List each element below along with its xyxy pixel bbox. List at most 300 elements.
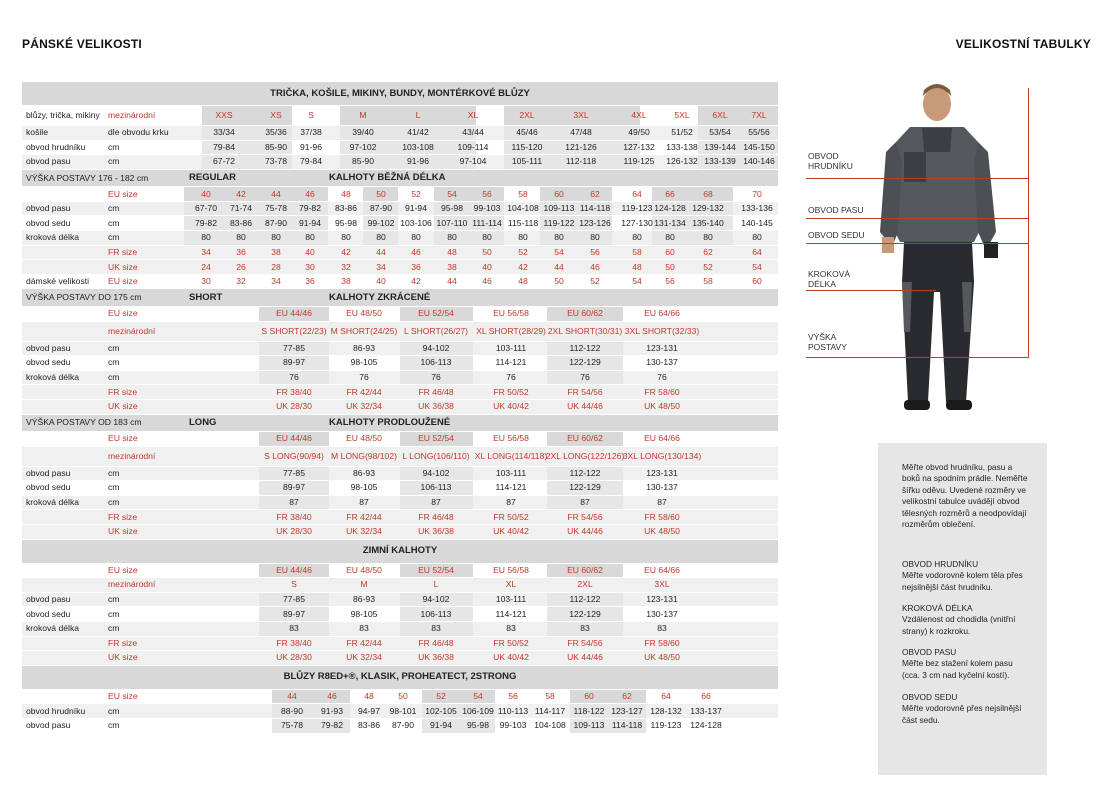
table-cell: FR 54/56	[567, 386, 603, 397]
table-cell: 52	[703, 261, 713, 272]
table-cell: 80	[554, 232, 564, 243]
table-cell: 109-113	[573, 720, 605, 731]
table-cell: EU 52/54	[418, 308, 454, 319]
table-cell: 48	[632, 261, 642, 272]
table-cell: EU 56/58	[493, 433, 529, 444]
row-label: obvod hrudníku	[26, 141, 86, 152]
row-label: dámské velikosti	[26, 276, 90, 287]
row-label: kroková délka	[26, 232, 80, 243]
fit-label: SHORT	[189, 291, 223, 303]
table-row	[22, 593, 778, 608]
table-cell: 109-113	[543, 203, 575, 214]
table-section-title: TRIČKA, KOŠILE, MIKINY, BUNDY, MONTÉRKOVÉ BLŮZY	[270, 87, 530, 99]
row-unit: cm	[108, 623, 120, 634]
table-cell: 46	[327, 691, 337, 701]
table-cell: 75-78	[281, 720, 303, 731]
table-cell: EU 44/46	[276, 308, 312, 319]
table-cell: UK 44/46	[567, 526, 603, 537]
table-row	[22, 704, 778, 719]
section-title: KALHOTY PRODLOUŽENÉ	[329, 416, 451, 428]
table-row	[22, 371, 778, 386]
table-cell: 87-90	[370, 203, 392, 214]
table-cell: UK 36/38	[418, 652, 454, 663]
row-unit: cm	[108, 156, 120, 167]
table-cell: 76	[657, 372, 667, 382]
table-cell: 28	[271, 261, 281, 272]
size-cell: 2XL	[519, 109, 535, 120]
table-cell: 52	[590, 276, 600, 287]
table-cell: EU 52/54	[418, 433, 454, 444]
page-title: PÁNSKÉ VELIKOSTI	[22, 37, 142, 51]
table-cell: 52	[518, 246, 528, 257]
table-cell: 3XL	[654, 579, 670, 590]
table-cell: UK 28/30	[276, 526, 312, 537]
info-inseam: KROKOVÁ DÉLKA Vzdálenost od chodidla (vnitřní strany) k rozkroku.	[902, 603, 1016, 636]
table-cell: 46	[411, 246, 421, 257]
table-cell: 97-102	[349, 141, 377, 152]
table-cell: 112-122	[569, 342, 601, 353]
table-cell: 140-146	[743, 156, 775, 167]
table-cell: 122-129	[569, 608, 601, 619]
table-cell: 79-82	[299, 203, 321, 214]
table-cell: FR 42/44	[346, 637, 382, 648]
row-unit: cm	[108, 203, 120, 214]
table-cell: 123-127	[611, 705, 643, 716]
table-cell: 91-96	[407, 156, 429, 167]
row-unit: UK size	[108, 261, 138, 272]
table-cell: 58	[703, 276, 713, 287]
table-cell: 83	[580, 623, 590, 634]
table-cell: 130-137	[646, 608, 678, 619]
table-cell: 56	[482, 188, 492, 199]
row-label: obvod pasu	[26, 467, 71, 478]
table-cell: 103-108	[402, 141, 434, 152]
eu-row	[22, 690, 778, 705]
table-cell: UK 32/34	[346, 401, 382, 412]
row-unit: UK size	[108, 526, 138, 537]
size-cell: M	[359, 109, 367, 120]
table-cell: 140-145	[741, 217, 773, 228]
table-cell: 50	[665, 261, 675, 272]
table-cell: 127-132	[623, 141, 655, 152]
shirts-intl-row	[22, 106, 778, 126]
table-row	[22, 719, 778, 734]
table-cell: 95-98	[335, 217, 357, 228]
table-cell: L	[433, 579, 439, 590]
table-cell: 115-120	[511, 141, 543, 152]
table-cell: 123-131	[646, 467, 678, 478]
table-cell: 47/48	[570, 127, 592, 138]
table-cell: 34	[376, 261, 386, 272]
table-cell: 80	[482, 232, 492, 243]
table-cell: 114-117	[534, 705, 566, 716]
size-cell: 7XL	[751, 109, 767, 120]
table-cell: FR 38/40	[276, 637, 312, 648]
waist-measure-line	[806, 218, 1028, 219]
table-cell: FR 50/52	[493, 511, 529, 522]
table-cell: 83	[657, 623, 667, 634]
table-cell: 98-105	[350, 608, 378, 619]
table-cell: S LONG (90/94)	[264, 450, 324, 461]
table-cell: 98-105	[350, 357, 378, 368]
info-waist: OBVOD PASU Měřte bez stažení kolem pasu (cca. 3 cm nad kyčelní kostí).	[902, 647, 1013, 680]
table-cell: 99-103	[499, 720, 527, 731]
table-cell: 44	[376, 246, 386, 257]
table-cell: 67-70	[195, 203, 217, 214]
table-cell: 66	[701, 691, 711, 701]
table-cell: 42	[341, 246, 351, 257]
table-cell: 77-85	[283, 467, 305, 478]
table-cell: 32	[236, 276, 246, 287]
table-cell: 44	[554, 261, 564, 272]
table-cell: 44	[447, 276, 457, 287]
row-label: obvod sedu	[26, 608, 71, 619]
table-cell: 60	[554, 188, 564, 199]
table-cell: 40	[305, 246, 315, 257]
row-label: obvod pasu	[26, 342, 71, 353]
table-cell: UK 40/42	[493, 652, 529, 663]
table-cell: 127-130	[621, 217, 653, 228]
row-unit: cm	[108, 232, 120, 243]
table-cell: 62	[622, 691, 632, 701]
table-cell: 114-121	[495, 482, 527, 493]
table-cell: 87	[289, 497, 299, 508]
table-cell: 46	[482, 276, 492, 287]
table-cell: 124-128	[690, 720, 722, 731]
table-cell: EU 52/54	[418, 564, 454, 575]
table-cell: 36	[411, 261, 421, 272]
table-cell: 48	[447, 246, 457, 257]
table-cell: 60	[584, 691, 594, 701]
section-title: KALHOTY ZKRÁCENÉ	[329, 291, 431, 303]
table-cell: 42	[518, 261, 528, 272]
section-title: VELIKOSTNÍ TABULKY	[955, 37, 1091, 51]
label-height: VÝŠKA POSTAVY	[808, 332, 847, 353]
size-cell: XL	[467, 109, 479, 120]
table-cell: 33/34	[213, 127, 235, 138]
table-cell: 87	[359, 497, 369, 508]
table-cell: 54	[554, 246, 564, 257]
row-unit: EU size	[108, 691, 138, 701]
winter-title-row	[22, 540, 778, 564]
table-cell: 83-86	[335, 203, 357, 214]
row-unit: FR size	[108, 386, 138, 397]
table-cell: 107-110	[436, 217, 468, 228]
hip-measure-line	[806, 243, 1028, 244]
table-cell: 68	[703, 188, 713, 199]
table-cell: 49/50	[628, 127, 650, 138]
table-cell: 104-108	[534, 720, 566, 731]
table-cell: 38	[271, 246, 281, 257]
table-cell: 50	[398, 691, 408, 701]
row-label: košile	[26, 127, 48, 138]
table-cell: UK 48/50	[644, 652, 680, 663]
fit-label: REGULAR	[189, 172, 236, 184]
row-label: kroková délka	[26, 497, 80, 508]
row-unit: cm	[108, 497, 120, 508]
table-cell: 80	[271, 232, 281, 243]
label-waist: OBVOD PASU	[808, 205, 864, 215]
info-hip: OBVOD SEDU Měřte vodorovně přes nejsilnější část sedu.	[902, 692, 1022, 725]
height-label: VÝŠKA POSTAVY DO 175 cm	[26, 292, 142, 303]
table-cell: 48	[518, 276, 528, 287]
table-row	[22, 202, 778, 217]
table-cell: 30	[305, 261, 315, 272]
measurement-info-box	[878, 443, 1047, 775]
table-cell: 130-137	[646, 357, 678, 368]
short-eu-row	[22, 307, 778, 322]
table-cell: 66	[665, 188, 675, 199]
table-cell: 89-97	[283, 482, 305, 493]
long-header-row	[22, 415, 778, 433]
label-inseam: KROKOVÁ DÉLKA	[808, 269, 851, 290]
table-cell: 115-118	[507, 217, 539, 228]
table-cell: 44	[271, 188, 281, 199]
table-cell: 55/56	[748, 127, 770, 138]
table-row	[22, 155, 778, 170]
table-cell: 119-123	[621, 203, 653, 214]
table-cell: 53/54	[709, 127, 731, 138]
table-cell: EU 48/50	[346, 433, 382, 444]
table-cell: 89-97	[283, 608, 305, 619]
table-cell: FR 54/56	[567, 511, 603, 522]
table-cell: 87	[580, 497, 590, 508]
table-cell: 122-129	[569, 357, 601, 368]
table-cell: 103-111	[495, 594, 527, 605]
table-row	[22, 260, 778, 275]
table-cell: 42	[236, 188, 246, 199]
table-cell: FR 58/60	[644, 511, 680, 522]
row-unit: UK size	[108, 401, 138, 412]
table-cell: 91-94	[299, 217, 321, 228]
table-cell: 60	[665, 246, 675, 257]
table-cell: 103-111	[495, 342, 527, 353]
table-cell: UK 32/34	[346, 652, 382, 663]
table-cell: 80	[341, 232, 351, 243]
table-cell: 133-139	[704, 156, 736, 167]
table-cell: 91-93	[321, 705, 343, 716]
table-cell: 145-150	[743, 141, 775, 152]
table-row	[22, 651, 778, 666]
table-cell: 62	[590, 188, 600, 199]
table-cell: FR 54/56	[567, 637, 603, 648]
table-cell: 80	[632, 232, 642, 243]
table-cell: 34	[201, 246, 211, 257]
table-cell: 43/44	[462, 127, 484, 138]
table-cell: 87-90	[265, 217, 287, 228]
table-cell: 99-103	[473, 203, 501, 214]
table-cell: 124-128	[654, 203, 686, 214]
section-title: KALHOTY BĚŽNÁ DÉLKA	[329, 172, 446, 184]
row-label: obvod pasu	[26, 720, 71, 731]
table-row	[22, 637, 778, 652]
table-cell: 24	[201, 261, 211, 272]
table-cell: 79-82	[321, 720, 343, 731]
table-cell: 106-113	[420, 357, 452, 368]
height-base-line	[806, 357, 1028, 358]
table-cell: 54	[447, 188, 457, 199]
table-cell: 83	[431, 623, 441, 634]
table-cell: 30	[201, 276, 211, 287]
table-cell: FR 50/52	[493, 637, 529, 648]
table-cell: 83	[289, 623, 299, 634]
table-cell: 35/36	[265, 127, 287, 138]
table-cell: 85-90	[265, 141, 287, 152]
table-cell: 112-122	[569, 594, 601, 605]
table-cell: 46	[590, 261, 600, 272]
table-cell: 77-85	[283, 342, 305, 353]
table-cell: FR 46/48	[418, 637, 454, 648]
table-row	[22, 481, 778, 496]
table-cell: UK 36/38	[418, 526, 454, 537]
table-cell: UK 44/46	[567, 652, 603, 663]
size-cell: L	[415, 109, 421, 120]
table-cell: XL SHORT (28/29)	[476, 325, 546, 336]
table-cell: 2XL LONG (122/126)	[545, 450, 625, 461]
table-cell: 94-102	[422, 594, 450, 605]
table-cell: 80	[305, 232, 315, 243]
table-cell: 135-140	[692, 217, 724, 228]
row-unit: FR size	[108, 637, 138, 648]
table-cell: 102-105	[425, 705, 457, 716]
table-cell: 40	[482, 261, 492, 272]
table-cell: 26	[236, 261, 246, 272]
table-row	[22, 510, 778, 525]
table-cell: FR 42/44	[346, 511, 382, 522]
table-cell: 112-122	[569, 467, 601, 478]
table-cell: 110-113	[497, 705, 529, 716]
table-cell: 79-84	[300, 156, 322, 167]
table-cell: 129-132	[692, 203, 724, 214]
row-unit: EU size	[108, 564, 138, 575]
table-cell: 87-90	[392, 720, 414, 731]
table-cell: 119-123	[650, 720, 682, 731]
table-cell: 56	[508, 691, 518, 701]
table-cell: 44	[287, 691, 297, 701]
table-cell: 83-86	[230, 217, 252, 228]
table-row	[22, 126, 778, 141]
table-cell: 133-137	[690, 705, 722, 716]
table-cell: 85-90	[352, 156, 374, 167]
table-cell: 67-72	[213, 156, 235, 167]
size-cell: 6XL	[712, 109, 728, 120]
table-cell: FR 50/52	[493, 386, 529, 397]
row-unit: UK size	[108, 652, 138, 663]
table-cell: 80	[236, 232, 246, 243]
table-cell: 75-78	[265, 203, 287, 214]
table-cell: 128-132	[650, 705, 682, 716]
chest-measure-line	[806, 178, 1028, 179]
table-cell: 79-84	[213, 141, 235, 152]
row-label: obvod pasu	[26, 203, 71, 214]
inseam-measure-line	[806, 290, 936, 291]
table-row	[22, 342, 778, 357]
table-cell: UK 28/30	[276, 401, 312, 412]
table-row	[22, 356, 778, 371]
size-cell: XS	[270, 109, 282, 120]
table-cell: 97-104	[459, 156, 487, 167]
table-cell: 34	[271, 276, 281, 287]
table-cell: 50	[376, 188, 386, 199]
table-cell: UK 48/50	[644, 526, 680, 537]
table-cell: 123-131	[646, 594, 678, 605]
table-cell: 83-86	[358, 720, 380, 731]
table-cell: 80	[665, 232, 675, 243]
size-cell: 3XL	[573, 109, 589, 120]
size-cell: XXS	[215, 109, 233, 120]
table-cell: 52	[436, 691, 446, 701]
table-cell: 114-118	[611, 720, 643, 731]
table-cell: EU 60/62	[567, 433, 603, 444]
table-cell: 123-126	[579, 217, 611, 228]
table-cell: 64	[632, 188, 642, 199]
table-cell: 40	[376, 276, 386, 287]
row-unit: cm	[108, 482, 120, 493]
table-cell: 58	[518, 188, 528, 199]
row-unit: mezinárodní	[108, 579, 156, 590]
table-cell: L SHORT (26/27)	[403, 325, 469, 336]
table-cell: 94-102	[422, 342, 450, 353]
table-cell: 76	[359, 372, 369, 382]
table-cell: FR 42/44	[346, 386, 382, 397]
table-cell: EU 48/50	[346, 308, 382, 319]
table-cell: 95-98	[467, 720, 489, 731]
table-cell: UK 36/38	[418, 401, 454, 412]
table-cell: 38	[341, 276, 351, 287]
table-cell: EU 48/50	[346, 564, 382, 575]
table-cell: 103-106	[400, 217, 432, 228]
row-label: obvod sedu	[26, 357, 71, 368]
table-cell: 119-122	[543, 217, 575, 228]
table-cell: 104-108	[507, 203, 539, 214]
row-unit: cm	[108, 141, 120, 152]
table-cell: 114-121	[495, 357, 527, 368]
table-cell: UK 48/50	[644, 401, 680, 412]
table-cell: M SHORT (24/25)	[330, 325, 398, 336]
table-cell: 39/40	[352, 127, 374, 138]
table-cell: 64	[661, 691, 671, 701]
table-cell: 48	[364, 691, 374, 701]
table-cell: EU 60/62	[567, 564, 603, 575]
table-row	[22, 400, 778, 415]
table-cell: 99-102	[367, 217, 395, 228]
table-cell: 76	[289, 372, 299, 382]
table-cell: 86-93	[353, 467, 375, 478]
row-unit: FR size	[108, 511, 138, 522]
row-unit: cm	[108, 467, 120, 478]
table-row	[22, 231, 778, 246]
table-cell: 114-121	[495, 608, 527, 619]
worker-figure	[800, 82, 1070, 442]
table-row	[22, 496, 778, 511]
height-label: VÝŠKA POSTAVY 176 - 182 cm	[26, 172, 149, 183]
table-cell: 56	[590, 246, 600, 257]
table-cell: 40	[201, 188, 211, 199]
table-cell: 38	[447, 261, 457, 272]
table-cell: 106-113	[420, 608, 452, 619]
table-cell: 80	[703, 232, 713, 243]
table-cell: M LONG (98/102)	[331, 450, 397, 461]
table-cell: 76	[431, 372, 441, 382]
table-cell: FR 46/48	[418, 386, 454, 397]
table-cell: 46	[305, 188, 315, 199]
table-cell: FR 38/40	[276, 386, 312, 397]
table-row	[22, 141, 778, 156]
row-label: obvod pasu	[26, 156, 71, 167]
row-unit: cm	[108, 372, 120, 382]
table-cell: 133-138	[666, 141, 698, 152]
table-row	[22, 246, 778, 261]
